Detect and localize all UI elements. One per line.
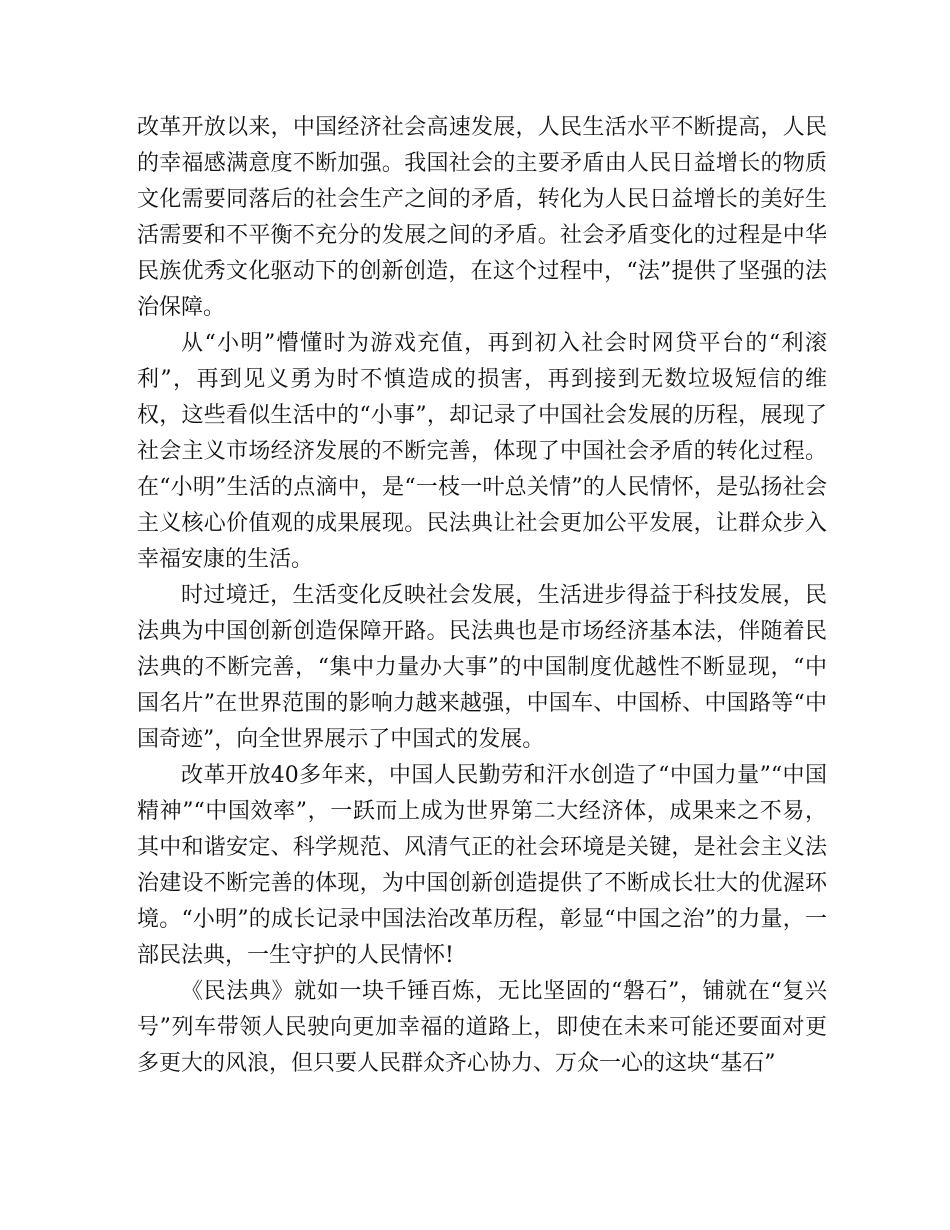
paragraph-reform-40-years: 改革开放40多年来，中国人民勤劳和汗水创造了“中国力量”“中国精神”“中国效率”，一跃而上成为世界第二大经济体，成果来之不易，其中和谐安定、科学规范、风清气正的社会环境是关键，是社会主义法治建设不断完善的体现，为中国创新创造提供了不断成长壮大的优渥环境。“小明”的成长记录中国法治改革历程，彰显“中国之治”的力量，一部民法典，一生守护的人民情怀!: [137, 763, 827, 968]
paragraph-social-development: 时过境迁，生活变化反映社会发展，生活进步得益于科技发展，民法典为中国创新创造保障开路。民法典也是市场经济基本法，伴随着民法典的不断完善，“集中力量办大事”的中国制度优越性不断显现，“中国名片”在世界范围的影响力越来越强，中国车、中国桥、中国路等“中国奇迹”，向全世界展示了中国式的发展。: [137, 583, 827, 752]
body-text: [137, 110, 827, 1082]
paragraph-xiaoming-life: 从“小明”懵懂时为游戏充值，再到初入社会时网贷平台的“利滚利”，再到见义勇为时不慎造成的损害，再到接到无数垃圾短信的维权，这些看似生活中的“小事”，却记录了中国社会发展的历程，展现了社会主义市场经济发展的不断完善，体现了中国社会矛盾的转化过程。在“小明”生活的点滴中，是“一枝一叶总关情”的人民情怀，是弘扬社会主义核心价值观的成果展现。民法典让社会更加公平发展，让群众步入幸福安康的生活。: [137, 331, 827, 572]
paragraph-intro: 改革开放以来，中国经济社会高速发展，人民生活水平不断提高，人民的幸福感满意度不断加强。我国社会的主要矛盾由人民日益增长的物质文化需要同落后的社会生产之间的矛盾，转化为人民日益增长的美好生活需要和不平衡不充分的发展之间的矛盾。社会矛盾变化的过程是中华民族优秀文化驱动下的创新创造，在这个过程中，“法”提供了坚强的法治保障。: [137, 115, 827, 320]
paragraph-civil-code-cornerstone: 《民法典》就如一块千锤百炼，无比坚固的“磐石”，铺就在“复兴号”列车带领人民驶向更加幸福的道路上，即使在未来可能还要面对更多更大的风浪，但只要人民群众齐心协力、万众一心的这块“基石”: [137, 979, 827, 1076]
